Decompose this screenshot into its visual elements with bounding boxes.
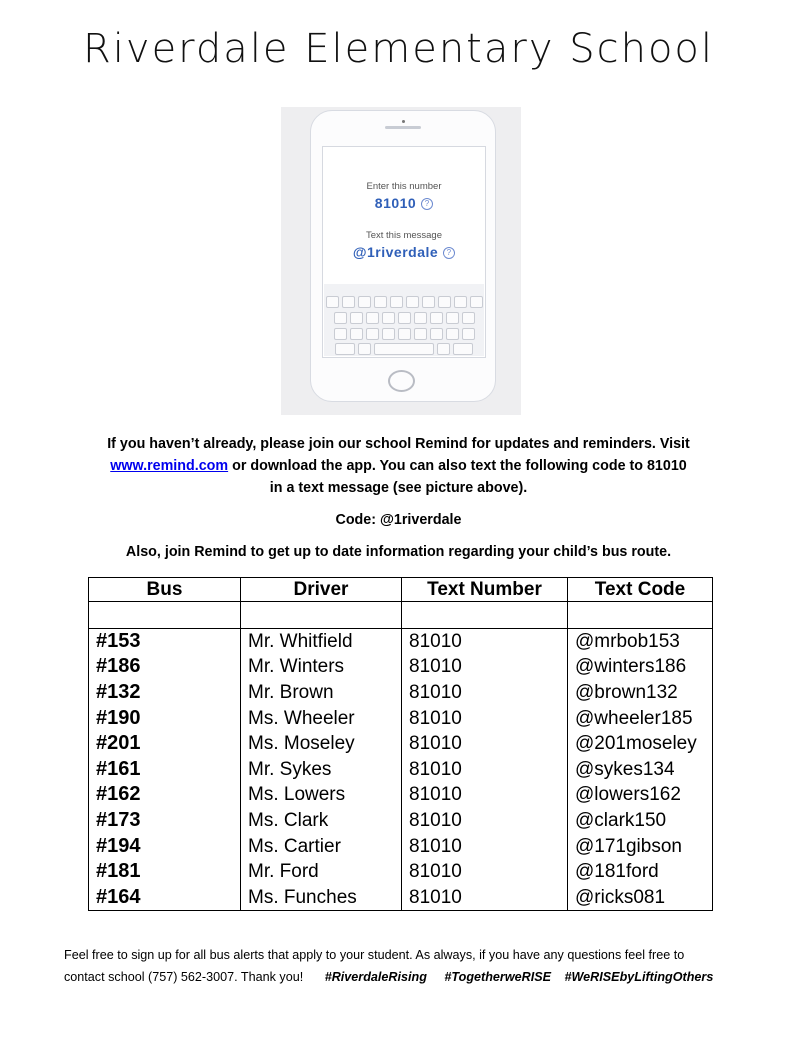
- bus-number: #162: [89, 782, 241, 808]
- header-bus: Bus: [89, 578, 241, 602]
- empty-row: [89, 602, 713, 629]
- driver-name: Mr. Winters: [241, 654, 402, 680]
- driver-name: Ms. Moseley: [241, 731, 402, 757]
- text-code: @171gibson: [568, 833, 713, 859]
- code-line: Code: @1riverdale: [335, 512, 462, 528]
- footer-line-2: contact school (757) 562-3007. Thank you!: [64, 970, 304, 984]
- bus-number: #201: [89, 731, 241, 757]
- table-row: [89, 885, 713, 911]
- table-row: [89, 654, 713, 680]
- text-code: @201moseley: [568, 731, 713, 757]
- bus-route-table: [88, 577, 713, 911]
- driver-name: Ms. Funches: [241, 885, 402, 911]
- help-circle-icon: ?: [443, 247, 455, 259]
- driver-name: Ms. Cartier: [241, 833, 402, 859]
- text-number: 81010: [402, 757, 568, 783]
- text-number: 81010: [402, 833, 568, 859]
- bus-number: #132: [89, 680, 241, 706]
- bus-number: #161: [89, 757, 241, 783]
- table-row: [89, 859, 713, 885]
- table-row: [89, 731, 713, 757]
- enter-number-label: Enter this number: [366, 181, 442, 192]
- text-message-label: Text this message: [365, 230, 443, 241]
- table-row: [89, 782, 713, 808]
- table-row: [89, 680, 713, 706]
- footer-note: [64, 944, 744, 988]
- speaker-slot: [385, 126, 421, 129]
- also-line: Also, join Remind to get up to date information regarding your child’s bus route.: [125, 544, 672, 560]
- text-number: 81010: [402, 808, 568, 834]
- page-title: Riverdale Elementary School: [82, 26, 714, 72]
- bus-number: #194: [89, 833, 241, 859]
- text-code: @wheeler185: [568, 705, 713, 731]
- remind-link[interactable]: www.remind.com: [110, 458, 229, 474]
- driver-name: Mr. Brown: [241, 680, 402, 706]
- text-number: 81010: [402, 885, 568, 911]
- bus-number: #153: [89, 628, 241, 654]
- driver-name: Ms. Clark: [241, 808, 402, 834]
- intro-line-1: If you haven’t already, please join our school Remind for updates and reminders. Visit: [107, 436, 690, 452]
- text-number: 81010: [402, 628, 568, 654]
- keyboard-icon: [324, 284, 484, 356]
- driver-name: Ms. Lowers: [241, 782, 402, 808]
- text-code: @brown132: [568, 680, 713, 706]
- text-number: 81010: [402, 705, 568, 731]
- text-code: @181ford: [568, 859, 713, 885]
- text-code: @mrbob153: [568, 628, 713, 654]
- bus-number: #164: [89, 885, 241, 911]
- short-number-value: 81010: [374, 195, 417, 211]
- phone-screen: [322, 146, 486, 358]
- text-number: 81010: [402, 859, 568, 885]
- bus-number: #190: [89, 705, 241, 731]
- driver-name: Ms. Wheeler: [241, 705, 402, 731]
- text-number: 81010: [402, 731, 568, 757]
- table-row: [89, 757, 713, 783]
- header-driver: Driver: [241, 578, 402, 602]
- table-header-row: [89, 578, 713, 602]
- bus-number: #173: [89, 808, 241, 834]
- table-row: [89, 705, 713, 731]
- table-row: [89, 628, 713, 654]
- header-text-number: Text Number: [402, 578, 568, 602]
- text-number: 81010: [402, 654, 568, 680]
- bus-number: #181: [89, 859, 241, 885]
- text-code: @clark150: [568, 808, 713, 834]
- driver-name: Mr. Sykes: [241, 757, 402, 783]
- driver-name: Mr. Ford: [241, 859, 402, 885]
- hashtag: #RiverdaleRising: [324, 970, 427, 984]
- table-row: [89, 808, 713, 834]
- header-text-code: Text Code: [568, 578, 713, 602]
- camera-dot: [402, 120, 405, 123]
- hashtag: #TogetherweRISE: [444, 970, 552, 984]
- footer-line-1: Feel free to sign up for all bus alerts that apply to your student. As always, if you have any questions feel free to: [64, 948, 685, 962]
- home-button-icon: [388, 370, 415, 392]
- text-code: @winters186: [568, 654, 713, 680]
- bus-number: #186: [89, 654, 241, 680]
- short-number: [323, 195, 485, 211]
- intro-paragraph: [70, 433, 727, 499]
- phone-body: [310, 110, 496, 402]
- help-circle-icon: ?: [421, 198, 433, 210]
- driver-name: Mr. Whitfield: [241, 628, 402, 654]
- intro-line-2: or download the app. You can also text the following code to 81010: [228, 458, 687, 474]
- intro-line-3: in a text message (see picture above).: [269, 480, 528, 496]
- text-code: @sykes134: [568, 757, 713, 783]
- hashtag: #WeRISEbyLiftingOthers: [564, 970, 714, 984]
- remind-phone-illustration: [281, 107, 521, 415]
- table-row: [89, 833, 713, 859]
- text-code: @lowers162: [568, 782, 713, 808]
- text-number: 81010: [402, 680, 568, 706]
- text-number: 81010: [402, 782, 568, 808]
- message-code: [323, 244, 485, 260]
- message-code-value: @1riverdale: [352, 244, 439, 260]
- text-code: @ricks081: [568, 885, 713, 911]
